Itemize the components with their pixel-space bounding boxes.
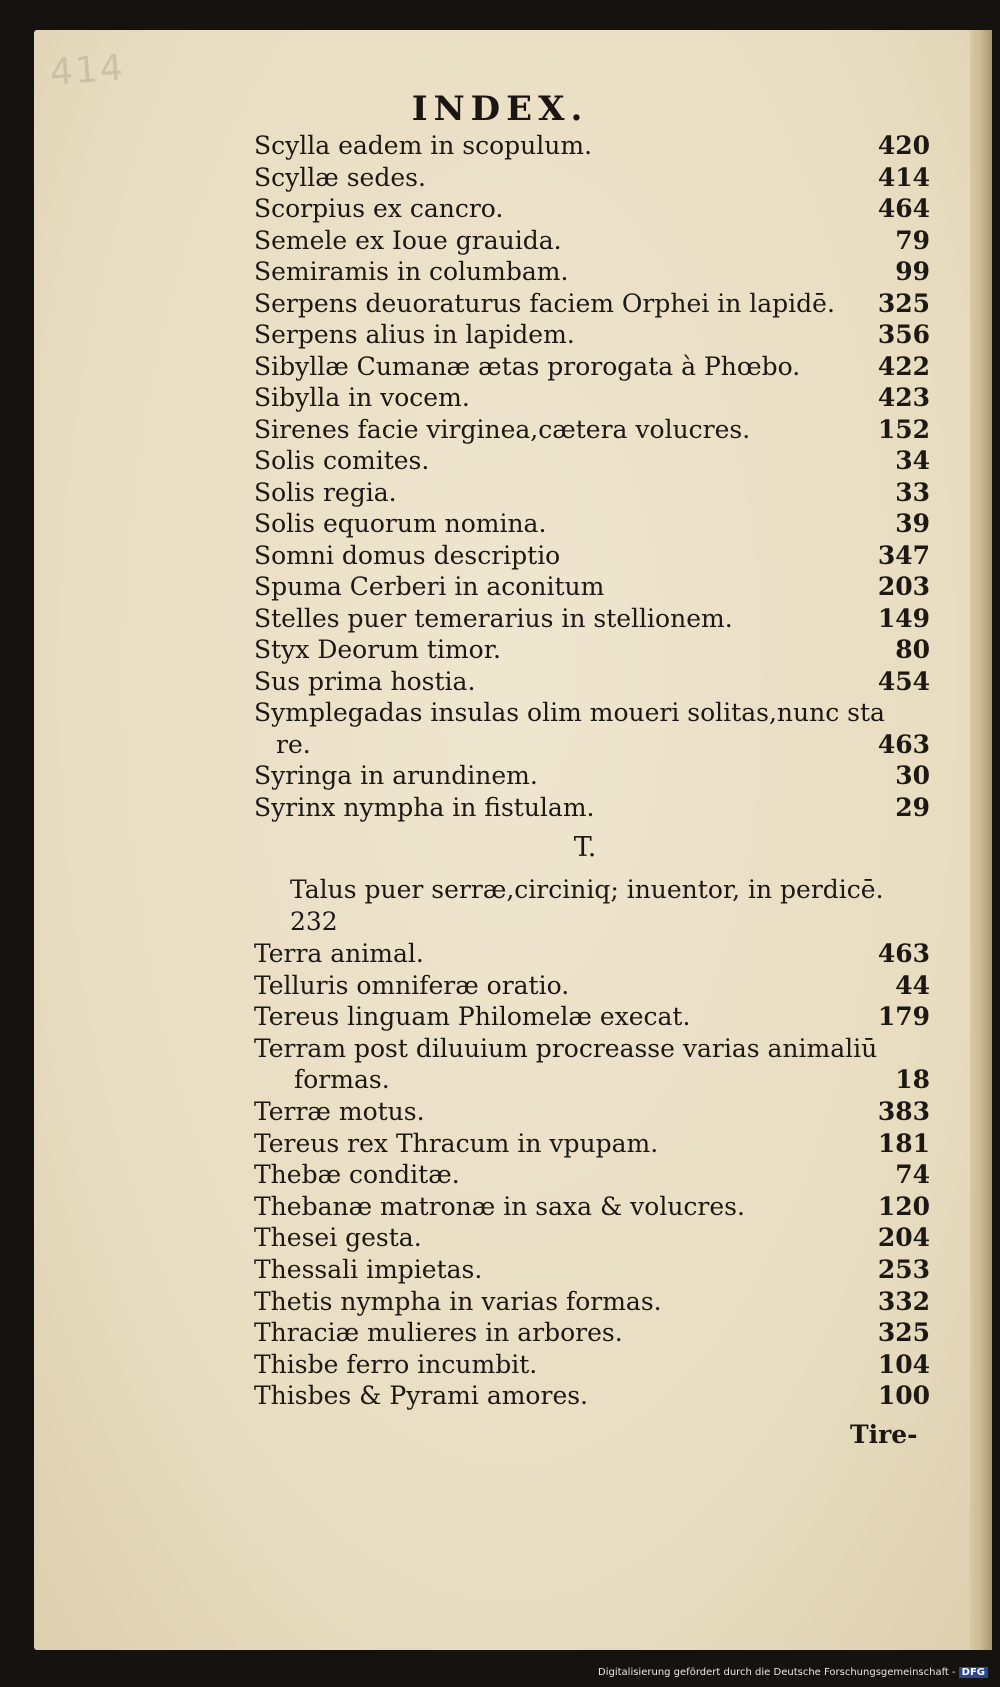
entry-text: Syringa in arundinem.: [254, 761, 538, 790]
entry-page: 80: [895, 635, 930, 664]
index-entry: [254, 1096, 930, 1127]
entry-text: Thessali impietas.: [254, 1255, 483, 1284]
entry-text: Sibyllæ Cumanæ ætas prorogata à Phœbo.: [254, 351, 801, 381]
entry-page: 120: [877, 1191, 930, 1221]
entry-page: 100: [877, 1381, 930, 1411]
entry-text: Solis comites.: [254, 446, 430, 475]
index-entry: [254, 792, 930, 823]
entry-text: Thisbes & Pyrami amores.: [254, 1381, 589, 1411]
index-entry: [254, 1317, 930, 1348]
entry-text: Solis regia.: [254, 477, 397, 507]
entry-text: Syrinx nympha in fistulam.: [254, 792, 595, 822]
entry-text: Thraciæ mulieres in arbores.: [254, 1318, 623, 1348]
entry-page: 33: [895, 477, 930, 507]
entry-text: Scylla eadem in scopulum.: [254, 131, 593, 160]
entry-page: 454: [877, 666, 930, 696]
index-entry: [254, 319, 930, 350]
index-entry: [294, 1064, 930, 1095]
index-entry: [254, 225, 930, 256]
index-entry: [254, 603, 930, 634]
entry-page: 253: [877, 1255, 930, 1284]
index-entry: [254, 634, 930, 665]
entry-text: Tereus rex Thracum in vpupam.: [254, 1128, 659, 1158]
entry-text: Thisbe ferro incumbit.: [254, 1349, 538, 1379]
entry-text: Talus puer serræ,circiniq; inuentor, in perdicē.: [290, 875, 884, 904]
entry-text: Terra animal.: [254, 939, 424, 968]
index-entry: [254, 697, 930, 728]
section-letter-t: T.: [573, 832, 597, 863]
entry-text: Tereus linguam Philomelæ execat.: [254, 1002, 691, 1032]
index-entry: [254, 130, 930, 161]
entry-page: 232: [290, 907, 338, 936]
entry-page: 463: [877, 729, 930, 759]
entry-text: re.: [276, 729, 311, 759]
entry-text: Styx Deorum timor.: [254, 635, 501, 664]
entry-page: 356: [877, 320, 930, 349]
index-entry: [254, 571, 930, 602]
entry-text: Serpens alius in lapidem.: [254, 320, 575, 349]
index-entry: [254, 1380, 930, 1411]
index-entry: [254, 1286, 930, 1317]
entry-text: Terram post diluuium procreasse varias animaliū: [254, 1033, 878, 1063]
entry-text: Semele ex Ioue grauida.: [254, 225, 562, 255]
entry-page: 74: [895, 1160, 930, 1190]
entry-text: Sirenes facie virginea,cætera volucres.: [254, 414, 751, 444]
entry-text: Symplegadas insulas olim moueri solitas,nunc sta: [254, 698, 885, 727]
entry-page: 149: [877, 603, 930, 633]
entry-page: 423: [877, 383, 930, 412]
index-entry-talus: [290, 874, 930, 905]
index-entry: [254, 508, 930, 539]
index-entry: [254, 1254, 930, 1285]
entry-page: 18: [895, 1065, 930, 1095]
index-entry: [254, 382, 930, 413]
index-entry: [254, 1349, 930, 1380]
handwritten-page-number: 414: [48, 47, 127, 94]
page-header: INDEX.: [411, 89, 589, 129]
index-entry: [254, 351, 930, 382]
entry-page: 464: [877, 194, 930, 223]
catchword: Tire-: [850, 1420, 918, 1449]
entry-text: formas.: [294, 1065, 390, 1095]
entry-page: 347: [877, 540, 930, 570]
entry-text: Thebanæ matronæ in saxa & volucres.: [254, 1191, 745, 1221]
index-entry: [254, 1191, 930, 1222]
entry-page: 203: [877, 572, 930, 601]
entry-text: Telluris omniferæ oratio.: [254, 970, 570, 1000]
entry-text: Thetis nympha in varias formas.: [254, 1286, 662, 1316]
entry-page: 44: [895, 970, 930, 1000]
index-entry: [254, 1033, 930, 1064]
entry-text: Terræ motus.: [254, 1097, 425, 1126]
entry-page: 179: [877, 1002, 930, 1032]
entry-page: 30: [895, 761, 930, 790]
index-entry: [254, 1128, 930, 1159]
index-entry: [254, 970, 930, 1001]
entry-page: 104: [877, 1349, 930, 1379]
credit-text: Digitalisierung gefördert durch die Deutsche Forschungsgemeinschaft -: [598, 1667, 956, 1678]
index-entry: [254, 1001, 930, 1032]
entry-page: 332: [877, 1286, 930, 1316]
index-entry-talus-page: [290, 906, 490, 937]
entry-text: Sus prima hostia.: [254, 666, 476, 696]
entry-page: 99: [895, 257, 930, 286]
index-entry: [254, 288, 930, 319]
entry-page: 79: [895, 225, 930, 255]
index-entry: [254, 477, 930, 508]
index-entry: [254, 414, 930, 445]
index-entry: [276, 729, 930, 760]
entry-page: 463: [877, 939, 930, 968]
index-entry: [254, 162, 930, 193]
entry-page: 325: [877, 288, 930, 318]
entry-text: Thebæ conditæ.: [254, 1160, 460, 1190]
entry-page: 204: [877, 1223, 930, 1253]
dfg-logo: DFG: [959, 1667, 988, 1678]
entry-text: Solis equorum nomina.: [254, 509, 547, 538]
entry-page: 383: [877, 1097, 930, 1126]
entry-text: Semiramis in columbam.: [254, 257, 569, 286]
entry-text: Somni domus descriptio: [254, 540, 561, 570]
index-entry: [254, 938, 930, 969]
index-entry: [254, 193, 930, 224]
entry-text: Sibylla in vocem.: [254, 383, 470, 412]
entry-page: 420: [877, 131, 930, 160]
entry-text: Scorpius ex cancro.: [254, 194, 504, 223]
entry-page: 181: [877, 1128, 930, 1158]
index-entry: [254, 256, 930, 287]
index-entry: [254, 540, 930, 571]
index-entry: [254, 1159, 930, 1190]
entry-page: 39: [895, 509, 930, 538]
entry-text: Serpens deuoraturus faciem Orphei in lapidē.: [254, 288, 835, 318]
entry-page: 422: [877, 351, 930, 381]
entry-text: Spuma Cerberi in aconitum: [254, 572, 605, 601]
index-entry: [254, 445, 930, 476]
entry-page: 29: [895, 792, 930, 822]
index-entry: [254, 760, 930, 791]
index-entry: [254, 1222, 930, 1253]
entry-text: Scyllæ sedes.: [254, 162, 426, 192]
entry-page: 34: [895, 446, 930, 475]
digitization-credit: [598, 1667, 988, 1678]
index-entry: [254, 666, 930, 697]
entry-page: 325: [877, 1318, 930, 1348]
entry-text: Thesei gesta.: [254, 1223, 422, 1253]
entry-page: 414: [877, 162, 930, 192]
entry-text: Stelles puer temerarius in stellionem.: [254, 603, 733, 633]
entry-page: 152: [877, 414, 930, 444]
